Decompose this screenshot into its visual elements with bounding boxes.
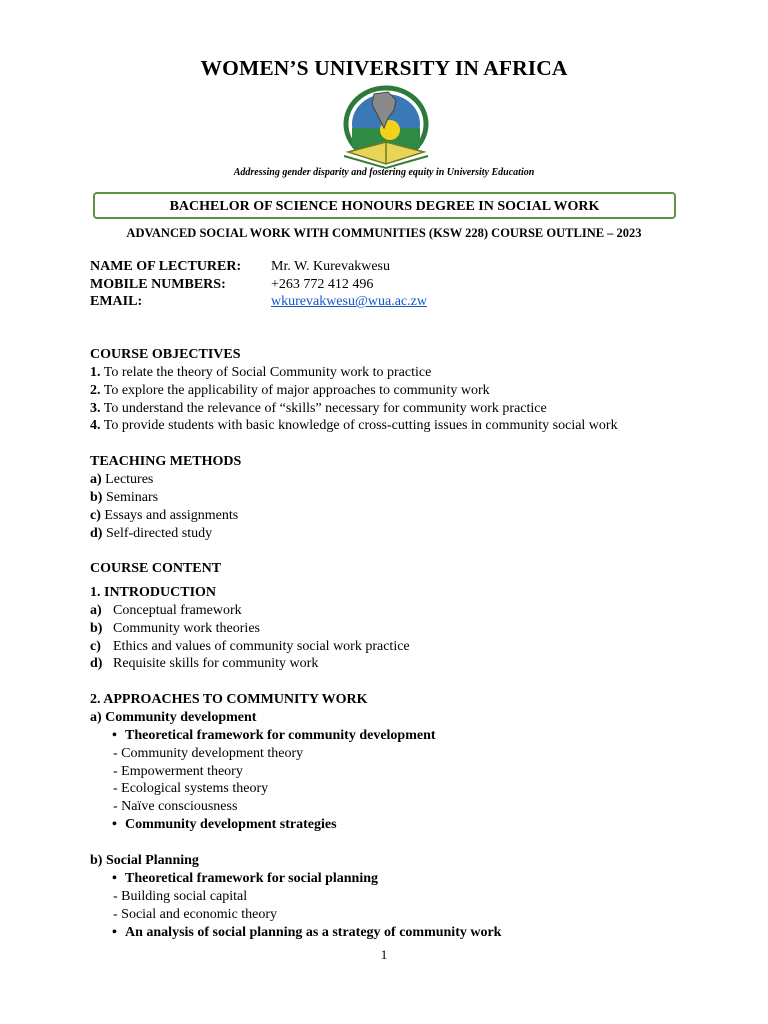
- university-logo: [338, 84, 434, 170]
- intro-heading: 1. INTRODUCTION: [90, 585, 217, 600]
- degree-title-box: BACHELOR OF SCIENCE HONOURS DEGREE IN SOCIAL WORK: [93, 192, 676, 219]
- sub-item: - Building social capital: [113, 889, 248, 904]
- sub-item: - Empowerment theory: [113, 764, 243, 779]
- method-item: c) Essays and assignments: [90, 508, 239, 523]
- mobile-row: [90, 276, 427, 294]
- approaches-heading: 2. APPROACHES TO COMMUNITY WORK: [90, 692, 368, 707]
- bullet-item: • Theoretical framework for community development: [112, 728, 436, 743]
- sub-item: - Naïve consciousness: [113, 799, 238, 814]
- university-title: WOMEN’S UNIVERSITY IN AFRICA: [200, 56, 568, 80]
- sub-item: - Social and economic theory: [113, 907, 278, 922]
- bullet-item: • An analysis of social planning as a strategy of community work: [112, 925, 502, 940]
- method-item: b) Seminars: [90, 490, 159, 505]
- methods-heading: TEACHING METHODS: [90, 454, 242, 469]
- course-title: ADVANCED SOCIAL WORK WITH COMMUNITIES (KSW 228) COURSE OUTLINE – 2023: [126, 226, 642, 240]
- lecturer-name: Mr. W. Kurevakwesu: [271, 259, 390, 274]
- social-planning-heading: b) Social Planning: [90, 853, 199, 868]
- intro-item: a) Conceptual framework: [90, 603, 242, 618]
- mobile-label: MOBILE NUMBERS:: [90, 276, 226, 292]
- intro-item: d) Requisite skills for community work: [90, 656, 319, 671]
- bullet-item: • Theoretical framework for social planning: [112, 871, 379, 886]
- email-label: EMAIL:: [90, 294, 143, 310]
- intro-item: c) Ethics and values of community social work practice: [90, 639, 410, 654]
- method-item: a) Lectures: [90, 472, 154, 487]
- mobile-number: +263 772 412 496: [271, 276, 374, 292]
- sub-item: - Community development theory: [113, 746, 304, 761]
- objective-item: 4. To provide students with basic knowledge of cross-cutting issues in community social work: [90, 418, 618, 433]
- objective-item: 1. To relate the theory of Social Community work to practice: [90, 365, 432, 380]
- lecturer-info: [90, 258, 427, 311]
- objective-item: 2. To explore the applicability of major approaches to community work: [90, 383, 490, 398]
- page-number: 1: [380, 947, 388, 962]
- objectives-heading: COURSE OBJECTIVES: [90, 347, 241, 362]
- sub-item: - Ecological systems theory: [113, 781, 269, 796]
- objective-item: 3. To understand the relevance of “skills” necessary for community work practice: [90, 401, 547, 416]
- lecturer-label: NAME OF LECTURER:: [90, 259, 242, 274]
- lecturer-row: [90, 258, 427, 276]
- content-heading: COURSE CONTENT: [90, 561, 222, 576]
- community-development-heading: a) Community development: [90, 710, 257, 725]
- method-item: d) Self-directed study: [90, 526, 213, 541]
- email-link[interactable]: wkurevakwesu@wua.ac.zw: [271, 294, 427, 310]
- bullet-item: • Community development strategies: [112, 817, 337, 832]
- email-row: [90, 293, 427, 311]
- intro-item: b) Community work theories: [90, 621, 260, 636]
- university-motto: Addressing gender disparity and fostering equity in University Education: [233, 167, 535, 178]
